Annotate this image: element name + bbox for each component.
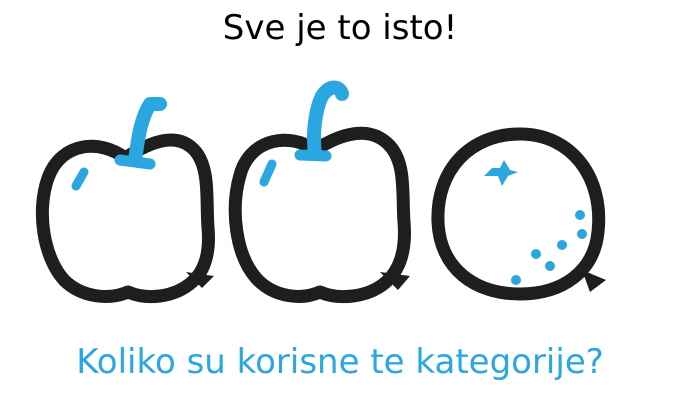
apple-left-icon [42,104,214,297]
question-text: Koliko su korisne te kategorije? [76,342,604,382]
apple-middle-icon [235,88,410,297]
headline: Sve je to isto! [222,8,458,48]
fruit-illustration [0,70,680,320]
orange-icon [438,134,606,294]
